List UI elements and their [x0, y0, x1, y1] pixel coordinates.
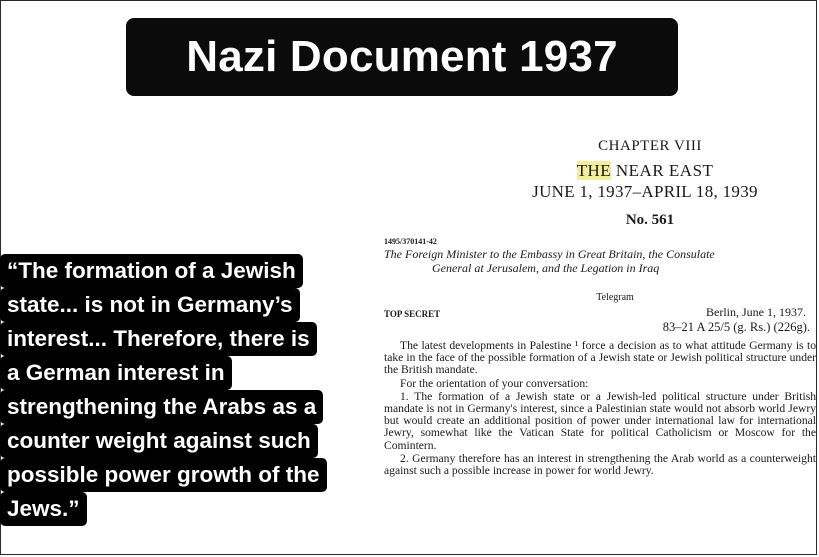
quote-line: strengthening the Arabs as a: [0, 390, 323, 424]
quote-line: “The formation of a Jewish: [0, 254, 303, 288]
paragraph-2: 2. Germany therefore has an interest in strengthening the Arab world as a counterweight against such a possible increase in power for world Jewry.: [384, 451, 816, 478]
quote-line: a German interest in: [0, 356, 232, 390]
file-reference: 1495/370141-42: [384, 237, 437, 246]
quote-line: counter weight against such: [0, 424, 318, 458]
date-range: JUNE 1, 1937–APRIL 18, 1939: [532, 182, 758, 201]
document-scan: [370, 130, 816, 550]
document-number: No. 561: [625, 212, 675, 228]
document-body: [384, 340, 816, 477]
section-heading: [370, 161, 810, 181]
paragraph-intro: The latest developments in Palestine ¹ force a decision as to what attitude Germany is to take in the face of the possible formation of a Jewish state or Jewish political structure under the British mandate.: [384, 339, 816, 377]
addressee-line-1: The Foreign Minister to the Embassy in Great Britain, the Consulate: [384, 247, 715, 261]
addressee: [384, 247, 814, 275]
place-date: Berlin, June 1, 1937.: [706, 305, 806, 319]
quote-line: interest... Therefore, there is: [0, 322, 317, 356]
quote-line: Jews.”: [0, 492, 87, 526]
addressee-line-2: General at Jerusalem, and the Legation in Iraq: [432, 261, 660, 275]
paragraph-orientation: For the orientation of your conversation:: [400, 376, 589, 390]
quote-line: possible power growth of the: [0, 458, 327, 492]
reference-number: 83–21 A 25/5 (g. Rs.) (226g).: [662, 320, 810, 334]
telegram-label: Telegram: [596, 292, 634, 303]
quote-line: state... is not in Germany’s: [0, 288, 300, 322]
section-heading-highlight: THE: [576, 161, 612, 180]
page-title: Nazi Document 1937: [126, 18, 678, 96]
section-heading-rest: NEAR EAST: [611, 161, 714, 180]
chapter-heading: CHAPTER VIII: [598, 138, 702, 154]
classification-label: TOP SECRET: [384, 309, 441, 319]
paragraph-1: 1. The formation of a Jewish state or a Jewish-led political structure under British mandate is not in Germany's interest, since a Palestinian state would not absorb world Jewry but would create an additional position of power under international law for international Jewry, somewhat like the Vatican State for political Catholicism or Moscow for the Comintern.: [384, 389, 816, 452]
